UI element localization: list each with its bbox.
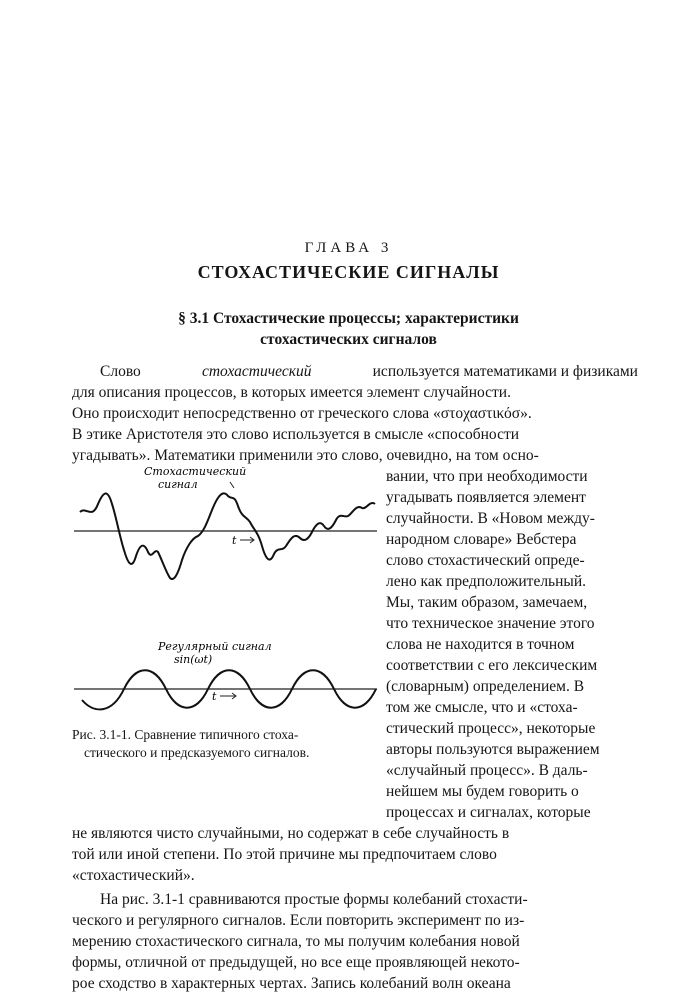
- text-fragment: что техническое значение этого: [386, 615, 595, 632]
- text-word: Слово: [100, 363, 141, 380]
- text-line: [386, 487, 638, 508]
- text-line: [386, 571, 638, 592]
- emphasized-term: стохастический: [201, 363, 312, 380]
- text-fragment: не являются чисто случайными, но содержат в себе случайность в: [72, 825, 510, 842]
- text-line: [386, 634, 638, 655]
- text-line: [386, 592, 638, 613]
- text-line: [72, 844, 638, 865]
- text-fragment: ческого и регулярного сигналов. Если повторить эксперимент по из-: [72, 912, 525, 929]
- text-fragment: народном словаре» Вебстера: [386, 531, 577, 548]
- text-line: [386, 781, 638, 802]
- text-line: [72, 403, 638, 424]
- chapter-title: СТОХАСТИЧЕСКИЕ СИГНАЛЫ: [197, 262, 500, 282]
- text-line: [100, 889, 638, 910]
- text-line: [386, 508, 638, 529]
- text-fragment: том же смысле, что и «стоха-: [386, 699, 578, 716]
- time-label-regular: t: [212, 690, 217, 703]
- text-fragment: «случайный процесс». В даль-: [386, 762, 588, 779]
- regular-signal-label: Регулярный сигнал: [158, 640, 272, 653]
- text-line: [386, 739, 638, 760]
- text-fragment: мерению стохастического сигнала, то мы получим колебания новой: [72, 933, 520, 950]
- caption-line-1: Рис. 3.1-1. Сравнение типичного стоха-: [72, 727, 299, 742]
- caption-line-2: стического и предсказуемого сигналов.: [84, 745, 310, 760]
- text-line: [72, 865, 195, 886]
- figure-signals: [72, 460, 382, 720]
- text-line: [72, 910, 638, 931]
- text-fragment: формы, отличной от предыдущей, но все еще проявляющей некото-: [72, 954, 520, 971]
- section-heading-line-1: § 3.1 Стохастические процессы; характеристики: [178, 310, 519, 327]
- text-fragment: нейшем мы будем говорить о: [386, 783, 579, 800]
- regular-sine-curve: [82, 670, 376, 709]
- text-line: [386, 613, 638, 634]
- text-fragment: На рис. 3.1-1 сравниваются простые формы колебаний стохасти-: [100, 891, 528, 908]
- figure-caption: [72, 726, 382, 762]
- text-line: [386, 466, 638, 487]
- stochastic-signal-curve: [80, 493, 375, 579]
- time-label: t: [232, 534, 237, 547]
- text-fragment: для описания процессов, в которых имеется элемент случайности.: [72, 384, 511, 401]
- text-fragment: той или иной степени. По этой причине мы предпочитаем слово: [72, 846, 497, 863]
- text-line: [386, 550, 638, 571]
- text-fragment: Оно происходит непосредственно от греческого слова «στοχαστικόσ».: [72, 405, 532, 422]
- chapter-label: ГЛАВА 3: [304, 240, 393, 256]
- label-pointer: [230, 482, 234, 488]
- time-arrow-icon: [240, 537, 254, 543]
- text-fragment: стический процесс», некоторые: [386, 720, 596, 737]
- text-fragment: В этике Аристотеля это слово используется в смысле «способности: [72, 426, 520, 443]
- text-fragment: вании, что при необходимости: [386, 468, 588, 485]
- text-line: [386, 655, 638, 676]
- text-line: [386, 697, 638, 718]
- time-arrow-icon: [220, 693, 236, 699]
- text-fragment: угадывать появляется элемент: [386, 489, 586, 506]
- text-line: [386, 676, 638, 697]
- text-fragment: Мы, таким образом, замечаем,: [386, 594, 588, 611]
- text-fragment: авторы пользуются выражением: [386, 741, 600, 758]
- section-heading-line-2: стохастических сигналов: [260, 331, 437, 348]
- stochastic-signal-label: Стохастический: [144, 465, 247, 478]
- text-line: [72, 952, 638, 973]
- text-line: [386, 802, 638, 823]
- text-line: [386, 718, 638, 739]
- stochastic-signal-label-2: сигнал: [158, 478, 198, 491]
- text-fragment: используется математиками и физиками: [372, 363, 638, 380]
- text-line: [100, 361, 638, 382]
- text-fragment: соответствии с его лексическим: [386, 657, 598, 674]
- text-fragment: (словарным) определением. В: [386, 678, 585, 695]
- text-fragment: рое сходство в характерных чертах. Запись колебаний волн океана: [72, 975, 511, 992]
- text-line: [386, 529, 638, 550]
- text-line: [72, 424, 638, 445]
- text-line: [386, 760, 638, 781]
- text-fragment: «стохастический».: [72, 867, 195, 884]
- text-line: [72, 823, 638, 844]
- text-line: [72, 973, 638, 994]
- text-fragment: лено как предположительный.: [386, 573, 587, 590]
- text-fragment: случайности. В «Новом между-: [386, 510, 595, 527]
- text-fragment: слово стохастический опреде-: [386, 552, 585, 569]
- text-fragment: слова не находится в точном: [386, 636, 575, 653]
- section-heading: [0, 308, 697, 350]
- text-line: [72, 382, 638, 403]
- text-line: [72, 931, 638, 952]
- text-fragment: процессах и сигналах, которые: [386, 804, 591, 821]
- text-fragment: угадывать». Математики применили это слово, очевидно, на том осно-: [72, 447, 539, 464]
- regular-signal-formula: sin(ωt): [174, 653, 213, 666]
